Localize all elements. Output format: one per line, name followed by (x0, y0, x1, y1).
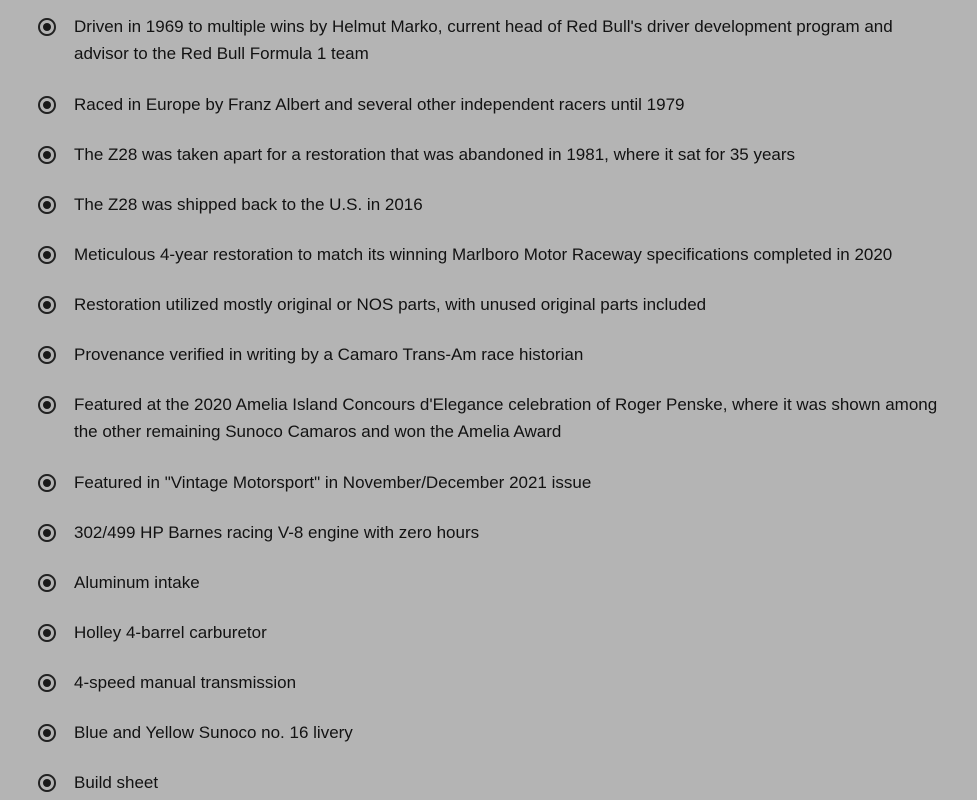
radio-bullet-icon (38, 246, 56, 264)
radio-bullet-icon (38, 196, 56, 214)
list-item-text: Blue and Yellow Sunoco no. 16 livery (74, 723, 353, 742)
list-item (38, 294, 957, 318)
list-item-text: Featured at the 2020 Amelia Island Concours d'Elegance celebration of Roger Penske, where it was shown among the other remaining Sunoco Camaros and won the Amelia Award (74, 395, 938, 441)
list-item-text: Raced in Europe by Franz Albert and several other independent racers until 1979 (74, 95, 685, 114)
list-item (38, 572, 957, 596)
list-item-text: 4-speed manual transmission (74, 673, 297, 692)
list-item-text: 302/499 HP Barnes racing V-8 engine with zero hours (74, 523, 480, 542)
radio-bullet-icon (38, 724, 56, 742)
list-item (38, 472, 957, 496)
list-item (38, 722, 957, 746)
radio-bullet-icon (38, 346, 56, 364)
list-item-text: Aluminum intake (74, 573, 200, 592)
list-item-text: Build sheet (74, 773, 159, 792)
radio-bullet-icon (38, 96, 56, 114)
list-item (38, 244, 957, 268)
radio-bullet-icon (38, 774, 56, 792)
radio-bullet-icon (38, 396, 56, 414)
radio-bullet-icon (38, 18, 56, 36)
list-item (38, 144, 957, 168)
list-item (38, 344, 957, 368)
radio-bullet-icon (38, 146, 56, 164)
list-item (38, 394, 957, 445)
list-item (38, 16, 957, 67)
list-item-text: Featured in "Vintage Motorsport" in November/December 2021 issue (74, 473, 592, 492)
radio-bullet-icon (38, 574, 56, 592)
list-item-text: Meticulous 4-year restoration to match its winning Marlboro Motor Raceway specifications completed in 2020 (74, 245, 893, 264)
radio-bullet-icon (38, 624, 56, 642)
list-item (38, 672, 957, 696)
list-item (38, 94, 957, 118)
list-item (38, 772, 957, 796)
list-item (38, 522, 957, 546)
list-item-text: Provenance verified in writing by a Camaro Trans-Am race historian (74, 345, 584, 364)
list-item-text: The Z28 was taken apart for a restoration that was abandoned in 1981, where it sat for 35 years (74, 145, 796, 164)
list-item (38, 622, 957, 646)
list-item (38, 194, 957, 218)
list-item-text: Holley 4-barrel carburetor (74, 623, 267, 642)
radio-bullet-icon (38, 674, 56, 692)
list-item-text: Driven in 1969 to multiple wins by Helmut Marko, current head of Red Bull's driver development program and advisor to the Red Bull Formula 1 team (74, 17, 893, 63)
list-item-text: The Z28 was shipped back to the U.S. in 2016 (74, 195, 423, 214)
list-item-text: Restoration utilized mostly original or NOS parts, with unused original parts included (74, 295, 707, 314)
radio-bullet-icon (38, 296, 56, 314)
radio-bullet-icon (38, 474, 56, 492)
radio-bullet-icon (38, 524, 56, 542)
